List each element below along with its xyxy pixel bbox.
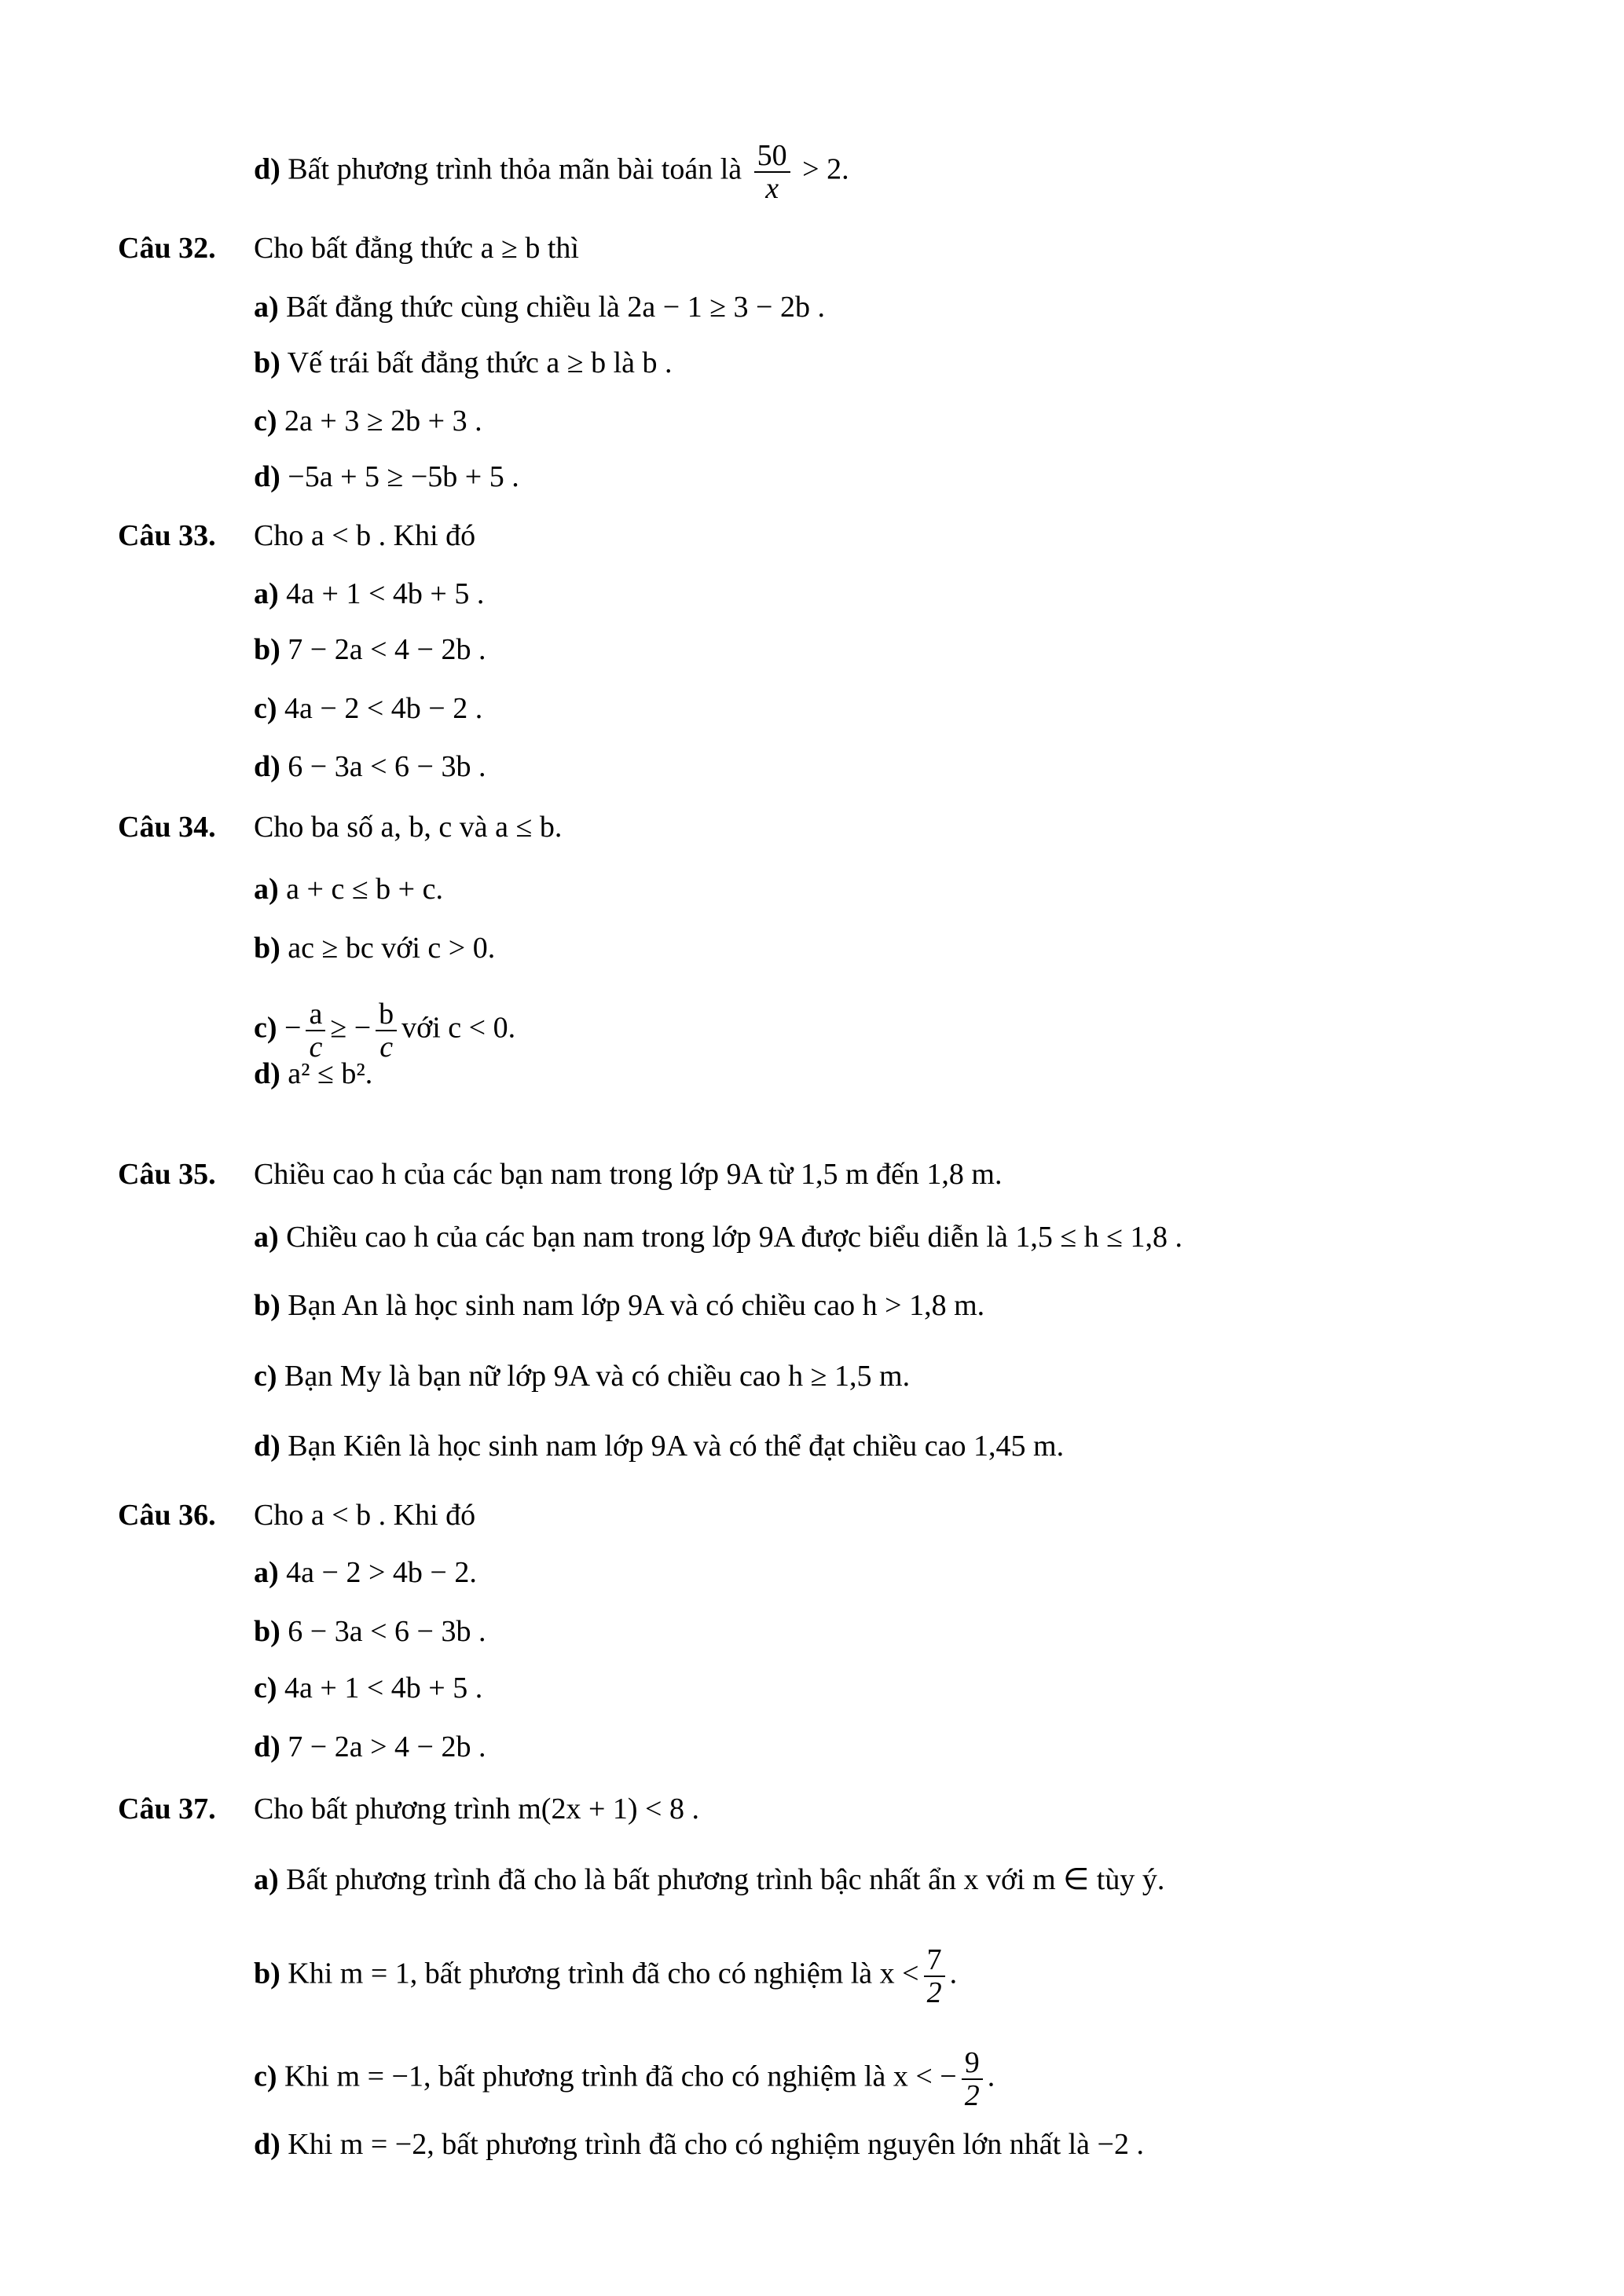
- item-text: 6 − 3a < 6 − 3b .: [288, 1615, 486, 1649]
- answer-item: [254, 749, 486, 784]
- answer-item: [254, 1429, 1064, 1463]
- prev-item-d: [254, 140, 849, 204]
- answer-item: [254, 346, 673, 380]
- item-label: d): [254, 1730, 280, 1764]
- question-label: Câu 35.: [118, 1157, 216, 1191]
- answer-item: [254, 1288, 984, 1323]
- item-label: c): [254, 1012, 277, 1045]
- answer-item: [254, 1671, 482, 1705]
- item-label: b): [254, 1615, 280, 1649]
- fraction-numerator: b: [376, 998, 397, 1031]
- question-text: Chiều cao h của các bạn nam trong lớp 9A từ 1,5 m đến 1,8 m.: [254, 1157, 1003, 1191]
- item-label: a): [254, 872, 279, 906]
- question-text: Cho ba số a, b, c và a ≤ b.: [254, 810, 563, 844]
- answer-item: [254, 1614, 486, 1649]
- item-label: d): [254, 152, 280, 186]
- fraction: [306, 998, 325, 1063]
- item-text-after: .: [987, 2060, 995, 2093]
- answer-item: [254, 691, 482, 726]
- item-label: c): [254, 404, 277, 438]
- fraction: [376, 998, 397, 1063]
- item-label: a): [254, 291, 279, 324]
- question-text: Cho a < b . Khi đó: [254, 1498, 476, 1532]
- item-text: Bất phương trình đã cho là bất phương trình bậc nhất ẩn x với m ∈ tùy ý.: [286, 1863, 1165, 1897]
- answer-item: [254, 1730, 486, 1764]
- answer-item: [254, 1359, 910, 1393]
- item-label: c): [254, 692, 277, 726]
- answer-item: [254, 632, 486, 667]
- answer-item: [254, 998, 515, 1063]
- item-text: 7 − 2a > 4 − 2b .: [288, 1730, 486, 1764]
- answer-item: [254, 460, 519, 494]
- answer-item: [254, 872, 443, 906]
- fraction-denominator: x: [765, 172, 779, 205]
- item-text: 4a + 1 < 4b + 5 .: [286, 577, 485, 610]
- fraction-denominator: c: [309, 1031, 323, 1064]
- question-37: [118, 1792, 1532, 1826]
- answer-item: [254, 1555, 477, 1590]
- item-text-after: > 2.: [802, 152, 849, 186]
- item-label: c): [254, 2060, 277, 2093]
- item-label: a): [254, 1221, 279, 1254]
- item-text: Bạn My là bạn nữ lớp 9A và có chiều cao h ≥ 1,5 m.: [284, 1360, 911, 1393]
- answer-item: [254, 1056, 372, 1091]
- item-label: d): [254, 749, 280, 783]
- question-text: Cho bất đẳng thức a ≥ b thì: [254, 231, 579, 265]
- question-label: Câu 34.: [118, 810, 216, 844]
- question-33: [118, 518, 1532, 553]
- fraction-numerator: a: [306, 998, 325, 1031]
- fraction-numerator: 7: [924, 1944, 945, 1977]
- item-text: Bạn Kiên là học sinh nam lớp 9A và có thể đạt chiều cao 1,45 m.: [288, 1429, 1065, 1463]
- answer-item: [254, 931, 495, 965]
- answer-item: [254, 577, 484, 611]
- question-34: [118, 810, 1532, 844]
- item-label: c): [254, 1671, 277, 1705]
- item-text: 4a − 2 < 4b − 2 .: [284, 692, 483, 726]
- item-label: b): [254, 1957, 280, 1990]
- item-text: −5a + 5 ≥ −5b + 5 .: [288, 460, 519, 494]
- fraction: [924, 1944, 945, 2009]
- fraction-denominator: c: [379, 1031, 394, 1064]
- item-text: a² ≤ b².: [288, 1056, 373, 1090]
- fraction-denominator: 2: [926, 1976, 942, 2009]
- item-text: 4a − 2 > 4b − 2.: [286, 1556, 477, 1590]
- item-label: a): [254, 1863, 279, 1897]
- answer-item: [254, 1944, 957, 2009]
- fraction-numerator: 50: [754, 140, 790, 173]
- question-label: Câu 37.: [118, 1792, 216, 1825]
- fraction-denominator: 2: [964, 2079, 980, 2113]
- item-text: Bất đẳng thức cùng chiều là 2a − 1 ≥ 3 − 2b .: [286, 291, 825, 324]
- item-text: 6 − 3a < 6 − 3b .: [288, 749, 486, 783]
- question-text: Cho a < b . Khi đó: [254, 519, 476, 553]
- answer-item: [254, 2127, 1144, 2162]
- item-label: d): [254, 460, 280, 494]
- answer-item: [254, 2047, 995, 2111]
- item-label: b): [254, 931, 280, 965]
- item-text: Bất phương trình thỏa mãn bài toán là: [288, 152, 742, 186]
- question-32: [118, 231, 1532, 265]
- question-36: [118, 1498, 1532, 1532]
- item-text: a + c ≤ b + c.: [286, 872, 443, 906]
- answer-item: [254, 1220, 1182, 1254]
- item-text: Khi m = −1, bất phương trình đã cho có nghiệm là x < −: [284, 2060, 957, 2093]
- question-text: Cho bất phương trình m(2x + 1) < 8 .: [254, 1792, 699, 1825]
- question-35: [118, 1157, 1532, 1192]
- question-label: Câu 33.: [118, 519, 216, 553]
- item-label: b): [254, 1288, 280, 1322]
- answer-item: [254, 290, 825, 324]
- item-text: Khi m = −2, bất phương trình đã cho có nghiệm nguyên lớn nhất là −2 .: [288, 2127, 1144, 2161]
- item-text: 2a + 3 ≥ 2b + 3 .: [284, 404, 482, 438]
- item-text: Vế trái bất đẳng thức a ≥ b là b .: [287, 346, 673, 380]
- item-label: b): [254, 633, 280, 667]
- item-text: ac ≥ bc với c > 0.: [288, 931, 496, 965]
- fraction-numerator: 9: [962, 2047, 983, 2080]
- question-label: Câu 32.: [118, 231, 216, 265]
- item-text: 7 − 2a < 4 − 2b .: [288, 633, 486, 667]
- item-text: Chiều cao h của các bạn nam trong lớp 9A được biểu diễn là 1,5 ≤ h ≤ 1,8 .: [286, 1221, 1183, 1254]
- item-label: d): [254, 1429, 280, 1463]
- item-text: 4a + 1 < 4b + 5 .: [284, 1671, 483, 1705]
- item-text-after: với c < 0.: [401, 1012, 516, 1045]
- fraction: [962, 2047, 983, 2111]
- item-text: Khi m = 1, bất phương trình đã cho có nghiệm là x <: [288, 1957, 919, 1990]
- item-label: b): [254, 346, 280, 380]
- item-label: c): [254, 1360, 277, 1393]
- answer-item: [254, 404, 482, 438]
- item-text-after: .: [949, 1957, 958, 1990]
- item-label: d): [254, 1056, 280, 1090]
- question-label: Câu 36.: [118, 1498, 216, 1532]
- item-text: ≥ −: [330, 1012, 372, 1045]
- fraction-sign: −: [284, 1012, 302, 1045]
- item-label: d): [254, 2127, 280, 2161]
- item-text: Bạn An là học sinh nam lớp 9A và có chiều cao h > 1,8 m.: [288, 1288, 985, 1322]
- answer-item: [254, 1862, 1164, 1897]
- fraction: [754, 140, 790, 204]
- item-label: a): [254, 577, 279, 610]
- item-label: a): [254, 1556, 279, 1590]
